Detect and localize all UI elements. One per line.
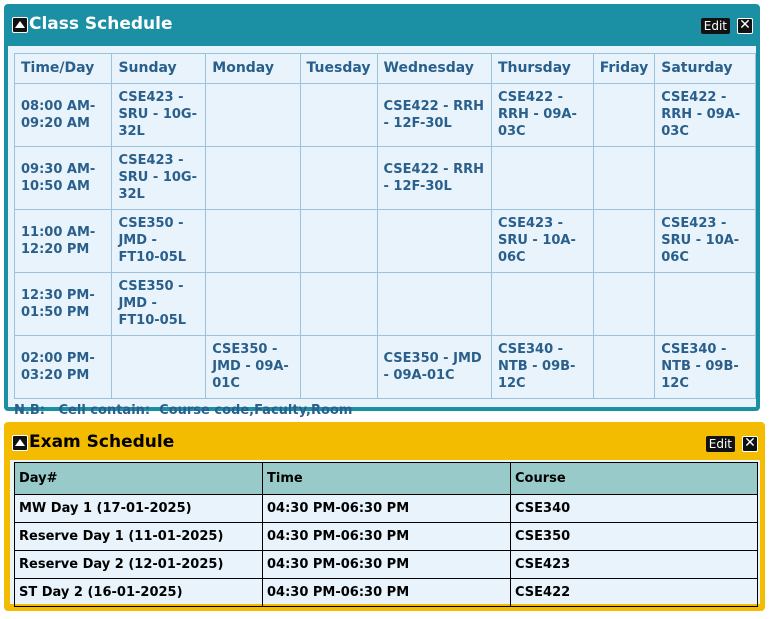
exam-course: CSE340	[511, 495, 758, 523]
class-schedule-table	[14, 53, 756, 399]
class-schedule-panel	[4, 4, 760, 418]
class-cell	[491, 147, 593, 210]
class-cell	[206, 210, 300, 273]
class-cell	[300, 147, 377, 210]
header-time-day: Time/Day	[15, 54, 112, 84]
class-cell	[593, 336, 655, 399]
exam-time: 04:30 PM-06:30 PM	[263, 523, 511, 551]
class-cell: CSE350 - JMD - FT10-05L	[112, 273, 206, 336]
table-row	[15, 147, 756, 210]
exam-day: ST Day 2 (16-01-2025)	[15, 579, 263, 607]
note-text: Cell contain: Course code,Faculty,Room	[58, 403, 353, 418]
exam-time: 04:30 PM-06:30 PM	[263, 495, 511, 523]
table-row	[15, 495, 758, 523]
class-cell: CSE350 - JMD - FT10-05L	[112, 210, 206, 273]
class-edit-button[interactable]: Edit	[701, 18, 730, 34]
time-slot: 08:00 AM-09:20 AM	[15, 84, 112, 147]
exam-day: MW Day 1 (17-01-2025)	[15, 495, 263, 523]
table-row	[15, 210, 756, 273]
class-cell	[300, 336, 377, 399]
collapse-icon[interactable]	[12, 435, 28, 451]
table-row	[15, 551, 758, 579]
class-cell	[593, 210, 655, 273]
header-time: Time	[263, 463, 511, 495]
exam-edit-button[interactable]: Edit	[706, 436, 735, 452]
class-schedule-header	[6, 6, 758, 46]
header-thursday: Thursday	[491, 54, 593, 84]
exam-schedule-title: Exam Schedule	[29, 432, 175, 452]
time-slot: 09:30 AM-10:50 AM	[15, 147, 112, 210]
class-cell: CSE422 - RRH - 09A-03C	[655, 84, 756, 147]
time-slot: 11:00 AM-12:20 PM	[15, 210, 112, 273]
class-cell	[300, 84, 377, 147]
note-label: N.B:	[14, 403, 45, 418]
class-schedule-title: Class Schedule	[29, 14, 173, 34]
header-day: Day#	[15, 463, 263, 495]
header-sunday: Sunday	[112, 54, 206, 84]
class-cell: CSE422 - RRH - 12F-30L	[377, 84, 491, 147]
exam-time: 04:30 PM-06:30 PM	[263, 551, 511, 579]
class-cell: CSE340 - NTB - 09B-12C	[491, 336, 593, 399]
exam-course: CSE422	[511, 579, 758, 607]
time-slot: 02:00 PM-03:20 PM	[15, 336, 112, 399]
class-cell	[300, 273, 377, 336]
class-cell: CSE423 - SRU - 10G-32L	[112, 84, 206, 147]
class-cell: CSE423 - SRU - 10A-06C	[491, 210, 593, 273]
header-friday: Friday	[593, 54, 655, 84]
table-row	[15, 273, 756, 336]
class-cell	[593, 273, 655, 336]
exam-course: CSE350	[511, 523, 758, 551]
exam-schedule-panel	[4, 422, 765, 611]
class-header-row	[15, 54, 756, 84]
class-cell: CSE340 - NTB - 09B-12C	[655, 336, 756, 399]
class-cell	[112, 336, 206, 399]
table-row	[15, 579, 758, 607]
close-icon[interactable]: ✕	[737, 18, 753, 34]
exam-schedule-header	[6, 424, 763, 464]
header-course: Course	[511, 463, 758, 495]
exam-schedule-table	[14, 462, 758, 607]
exam-schedule-body	[10, 460, 760, 604]
class-cell: CSE422 - RRH - 09A-03C	[491, 84, 593, 147]
class-cell	[655, 273, 756, 336]
exam-course: CSE423	[511, 551, 758, 579]
class-cell: CSE423 - SRU - 10G-32L	[112, 147, 206, 210]
class-cell	[206, 147, 300, 210]
exam-day: Reserve Day 1 (11-01-2025)	[15, 523, 263, 551]
class-cell: CSE350 - JMD - 09A-01C	[206, 336, 300, 399]
header-saturday: Saturday	[655, 54, 756, 84]
class-cell: CSE423 - SRU - 10A-06C	[655, 210, 756, 273]
exam-header-row	[15, 463, 758, 495]
header-wednesday: Wednesday	[377, 54, 491, 84]
header-monday: Monday	[206, 54, 300, 84]
class-cell	[300, 210, 377, 273]
exam-time: 04:30 PM-06:30 PM	[263, 579, 511, 607]
class-cell	[377, 273, 491, 336]
class-cell	[206, 273, 300, 336]
exam-day: Reserve Day 2 (12-01-2025)	[15, 551, 263, 579]
time-slot: 12:30 PM-01:50 PM	[15, 273, 112, 336]
class-cell	[593, 147, 655, 210]
class-cell	[377, 210, 491, 273]
collapse-icon[interactable]	[12, 17, 28, 33]
class-cell	[206, 84, 300, 147]
class-cell	[491, 273, 593, 336]
class-schedule-body	[8, 46, 756, 418]
class-cell	[593, 84, 655, 147]
class-cell: CSE350 - JMD - 09A-01C	[377, 336, 491, 399]
class-cell	[655, 147, 756, 210]
close-icon[interactable]: ✕	[742, 436, 758, 452]
table-row	[15, 336, 756, 399]
table-row	[15, 523, 758, 551]
header-tuesday: Tuesday	[300, 54, 377, 84]
class-cell: CSE422 - RRH - 12F-30L	[377, 147, 491, 210]
schedule-note	[14, 403, 352, 419]
table-row	[15, 84, 756, 147]
